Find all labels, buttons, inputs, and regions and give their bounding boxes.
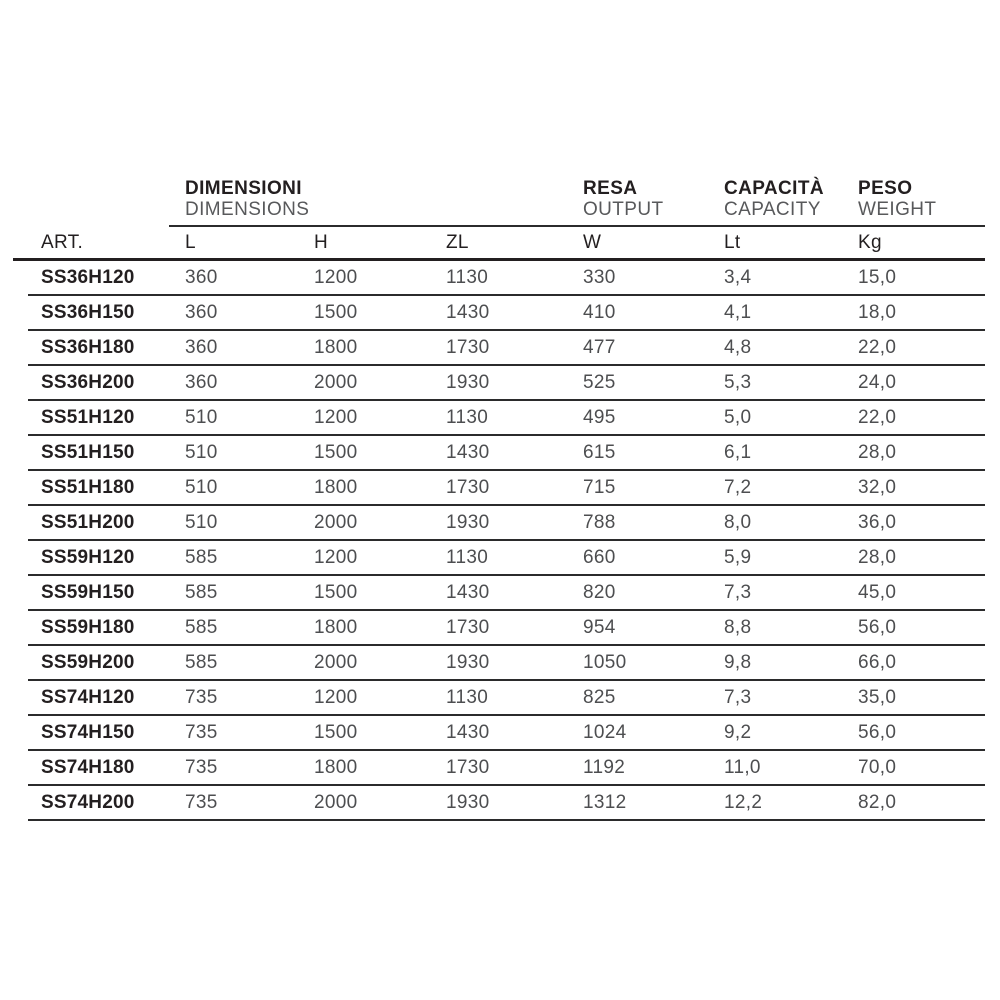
group-weight [858,178,985,220]
group-weight-label-en: WEIGHT [858,199,937,220]
cell-l: 360 [185,336,218,358]
cell-l: 360 [185,266,218,288]
cell-kg: 82,0 [858,791,897,813]
cell-lt: 7,2 [724,476,752,498]
cell-art: SS74H200 [41,791,135,813]
group-dimensions-label-it: DIMENSIONI [185,178,302,199]
cell-w: 1312 [583,791,627,813]
cell-h: 2000 [314,651,358,673]
cell-art: SS51H180 [41,476,135,498]
cell-h: 1500 [314,441,358,463]
cell-h: 1200 [314,686,358,708]
cell-kg: 18,0 [858,301,897,323]
cell-zl: 1730 [446,616,490,638]
cell-h: 1800 [314,336,358,358]
group-output [583,178,724,220]
cell-art: SS74H120 [41,686,135,708]
cell-h: 2000 [314,511,358,533]
cell-w: 715 [583,476,616,498]
column-header-h: H [314,231,329,253]
cell-h: 1800 [314,756,358,778]
column-header-art: ART. [41,231,84,253]
cell-l: 585 [185,616,218,638]
cell-l: 510 [185,511,218,533]
cell-lt: 7,3 [724,686,752,708]
cell-kg: 32,0 [858,476,897,498]
column-header-lt: Lt [724,231,741,253]
cell-kg: 28,0 [858,441,897,463]
table-row [28,681,985,716]
cell-art: SS59H200 [41,651,135,673]
cell-l: 735 [185,721,218,743]
cell-zl: 1430 [446,301,490,323]
cell-h: 1200 [314,406,358,428]
table-row [28,436,985,471]
cell-art: SS36H200 [41,371,135,393]
cell-art: SS74H150 [41,721,135,743]
table-row [28,296,985,331]
column-header-zl: ZL [446,231,469,253]
cell-kg: 24,0 [858,371,897,393]
group-output-label-en: OUTPUT [583,199,664,220]
cell-h: 1800 [314,616,358,638]
cell-l: 585 [185,651,218,673]
cell-lt: 11,0 [724,756,761,778]
cell-lt: 4,8 [724,336,752,358]
cell-w: 954 [583,616,616,638]
cell-art: SS36H120 [41,266,135,288]
cell-h: 2000 [314,371,358,393]
group-capacity-label-en: CAPACITY [724,199,821,220]
cell-lt: 8,8 [724,616,752,638]
column-header-kg: Kg [858,231,882,253]
group-capacity [724,178,858,220]
cell-l: 510 [185,406,218,428]
cell-zl: 1430 [446,441,490,463]
cell-kg: 45,0 [858,581,897,603]
cell-lt: 5,0 [724,406,752,428]
table-row [28,751,985,786]
cell-art: SS59H120 [41,546,135,568]
cell-w: 825 [583,686,616,708]
cell-zl: 1130 [446,266,489,288]
group-weight-label-it: PESO [858,178,913,199]
table-row [28,366,985,401]
table-row [28,261,985,296]
cell-w: 525 [583,371,616,393]
cell-zl: 1130 [446,406,489,428]
cell-kg: 56,0 [858,616,897,638]
cell-w: 660 [583,546,616,568]
cell-l: 360 [185,371,218,393]
cell-w: 410 [583,301,616,323]
cell-w: 477 [583,336,616,358]
cell-w: 330 [583,266,616,288]
cell-h: 1200 [314,546,358,568]
cell-l: 735 [185,686,218,708]
cell-w: 1050 [583,651,627,673]
table-row [28,506,985,541]
table-row [28,576,985,611]
cell-kg: 15,0 [858,266,897,288]
cell-lt: 12,2 [724,791,763,813]
cell-h: 1500 [314,581,358,603]
cell-zl: 1130 [446,546,489,568]
group-dimensions-label-en: DIMENSIONS [185,199,310,220]
table-row [28,611,985,646]
group-dimensions [185,178,583,220]
cell-zl: 1730 [446,336,490,358]
cell-kg: 22,0 [858,336,897,358]
table-row [28,716,985,751]
cell-l: 510 [185,476,218,498]
cell-kg: 35,0 [858,686,897,708]
cell-art: SS51H200 [41,511,135,533]
cell-lt: 5,3 [724,371,752,393]
table-row [28,331,985,366]
cell-h: 1500 [314,301,358,323]
cell-h: 1200 [314,266,358,288]
group-output-label-it: RESA [583,178,638,199]
cell-kg: 28,0 [858,546,897,568]
column-header-w: W [583,231,602,253]
cell-zl: 1730 [446,476,490,498]
cell-zl: 1430 [446,721,490,743]
cell-w: 1192 [583,756,626,778]
cell-zl: 1930 [446,371,490,393]
cell-l: 360 [185,301,218,323]
table-row [28,471,985,506]
cell-l: 585 [185,546,218,568]
cell-kg: 56,0 [858,721,897,743]
cell-w: 1024 [583,721,627,743]
column-header-l: L [185,231,196,253]
cell-zl: 1430 [446,581,490,603]
cell-lt: 7,3 [724,581,752,603]
cell-kg: 22,0 [858,406,897,428]
cell-zl: 1930 [446,791,490,813]
cell-lt: 3,4 [724,266,752,288]
cell-lt: 4,1 [724,301,752,323]
cell-lt: 9,8 [724,651,752,673]
table-body [13,261,985,821]
cell-kg: 36,0 [858,511,897,533]
cell-l: 510 [185,441,218,463]
cell-l: 585 [185,581,218,603]
cell-h: 1500 [314,721,358,743]
cell-zl: 1130 [446,686,489,708]
cell-h: 1800 [314,476,358,498]
cell-zl: 1730 [446,756,490,778]
table-row [28,786,985,821]
cell-w: 495 [583,406,616,428]
cell-lt: 8,0 [724,511,752,533]
cell-art: SS51H120 [41,406,135,428]
table-row [28,646,985,681]
cell-art: SS51H150 [41,441,135,463]
cell-art: SS59H180 [41,616,135,638]
cell-art: SS59H150 [41,581,135,603]
spec-table [13,178,985,821]
cell-art: SS74H180 [41,756,135,778]
group-header-row [13,178,985,220]
group-capacity-label-it: CAPACITÀ [724,178,824,199]
cell-w: 788 [583,511,616,533]
cell-l: 735 [185,791,218,813]
cell-art: SS36H150 [41,301,135,323]
cell-w: 820 [583,581,616,603]
cell-lt: 6,1 [724,441,752,463]
cell-h: 2000 [314,791,358,813]
cell-zl: 1930 [446,651,490,673]
table-row [28,541,985,576]
table-row [28,401,985,436]
cell-w: 615 [583,441,616,463]
cell-lt: 5,9 [724,546,752,568]
cell-zl: 1930 [446,511,490,533]
cell-kg: 70,0 [858,756,897,778]
cell-l: 735 [185,756,218,778]
cell-lt: 9,2 [724,721,752,743]
column-header-row [13,227,985,258]
cell-kg: 66,0 [858,651,897,673]
cell-art: SS36H180 [41,336,135,358]
